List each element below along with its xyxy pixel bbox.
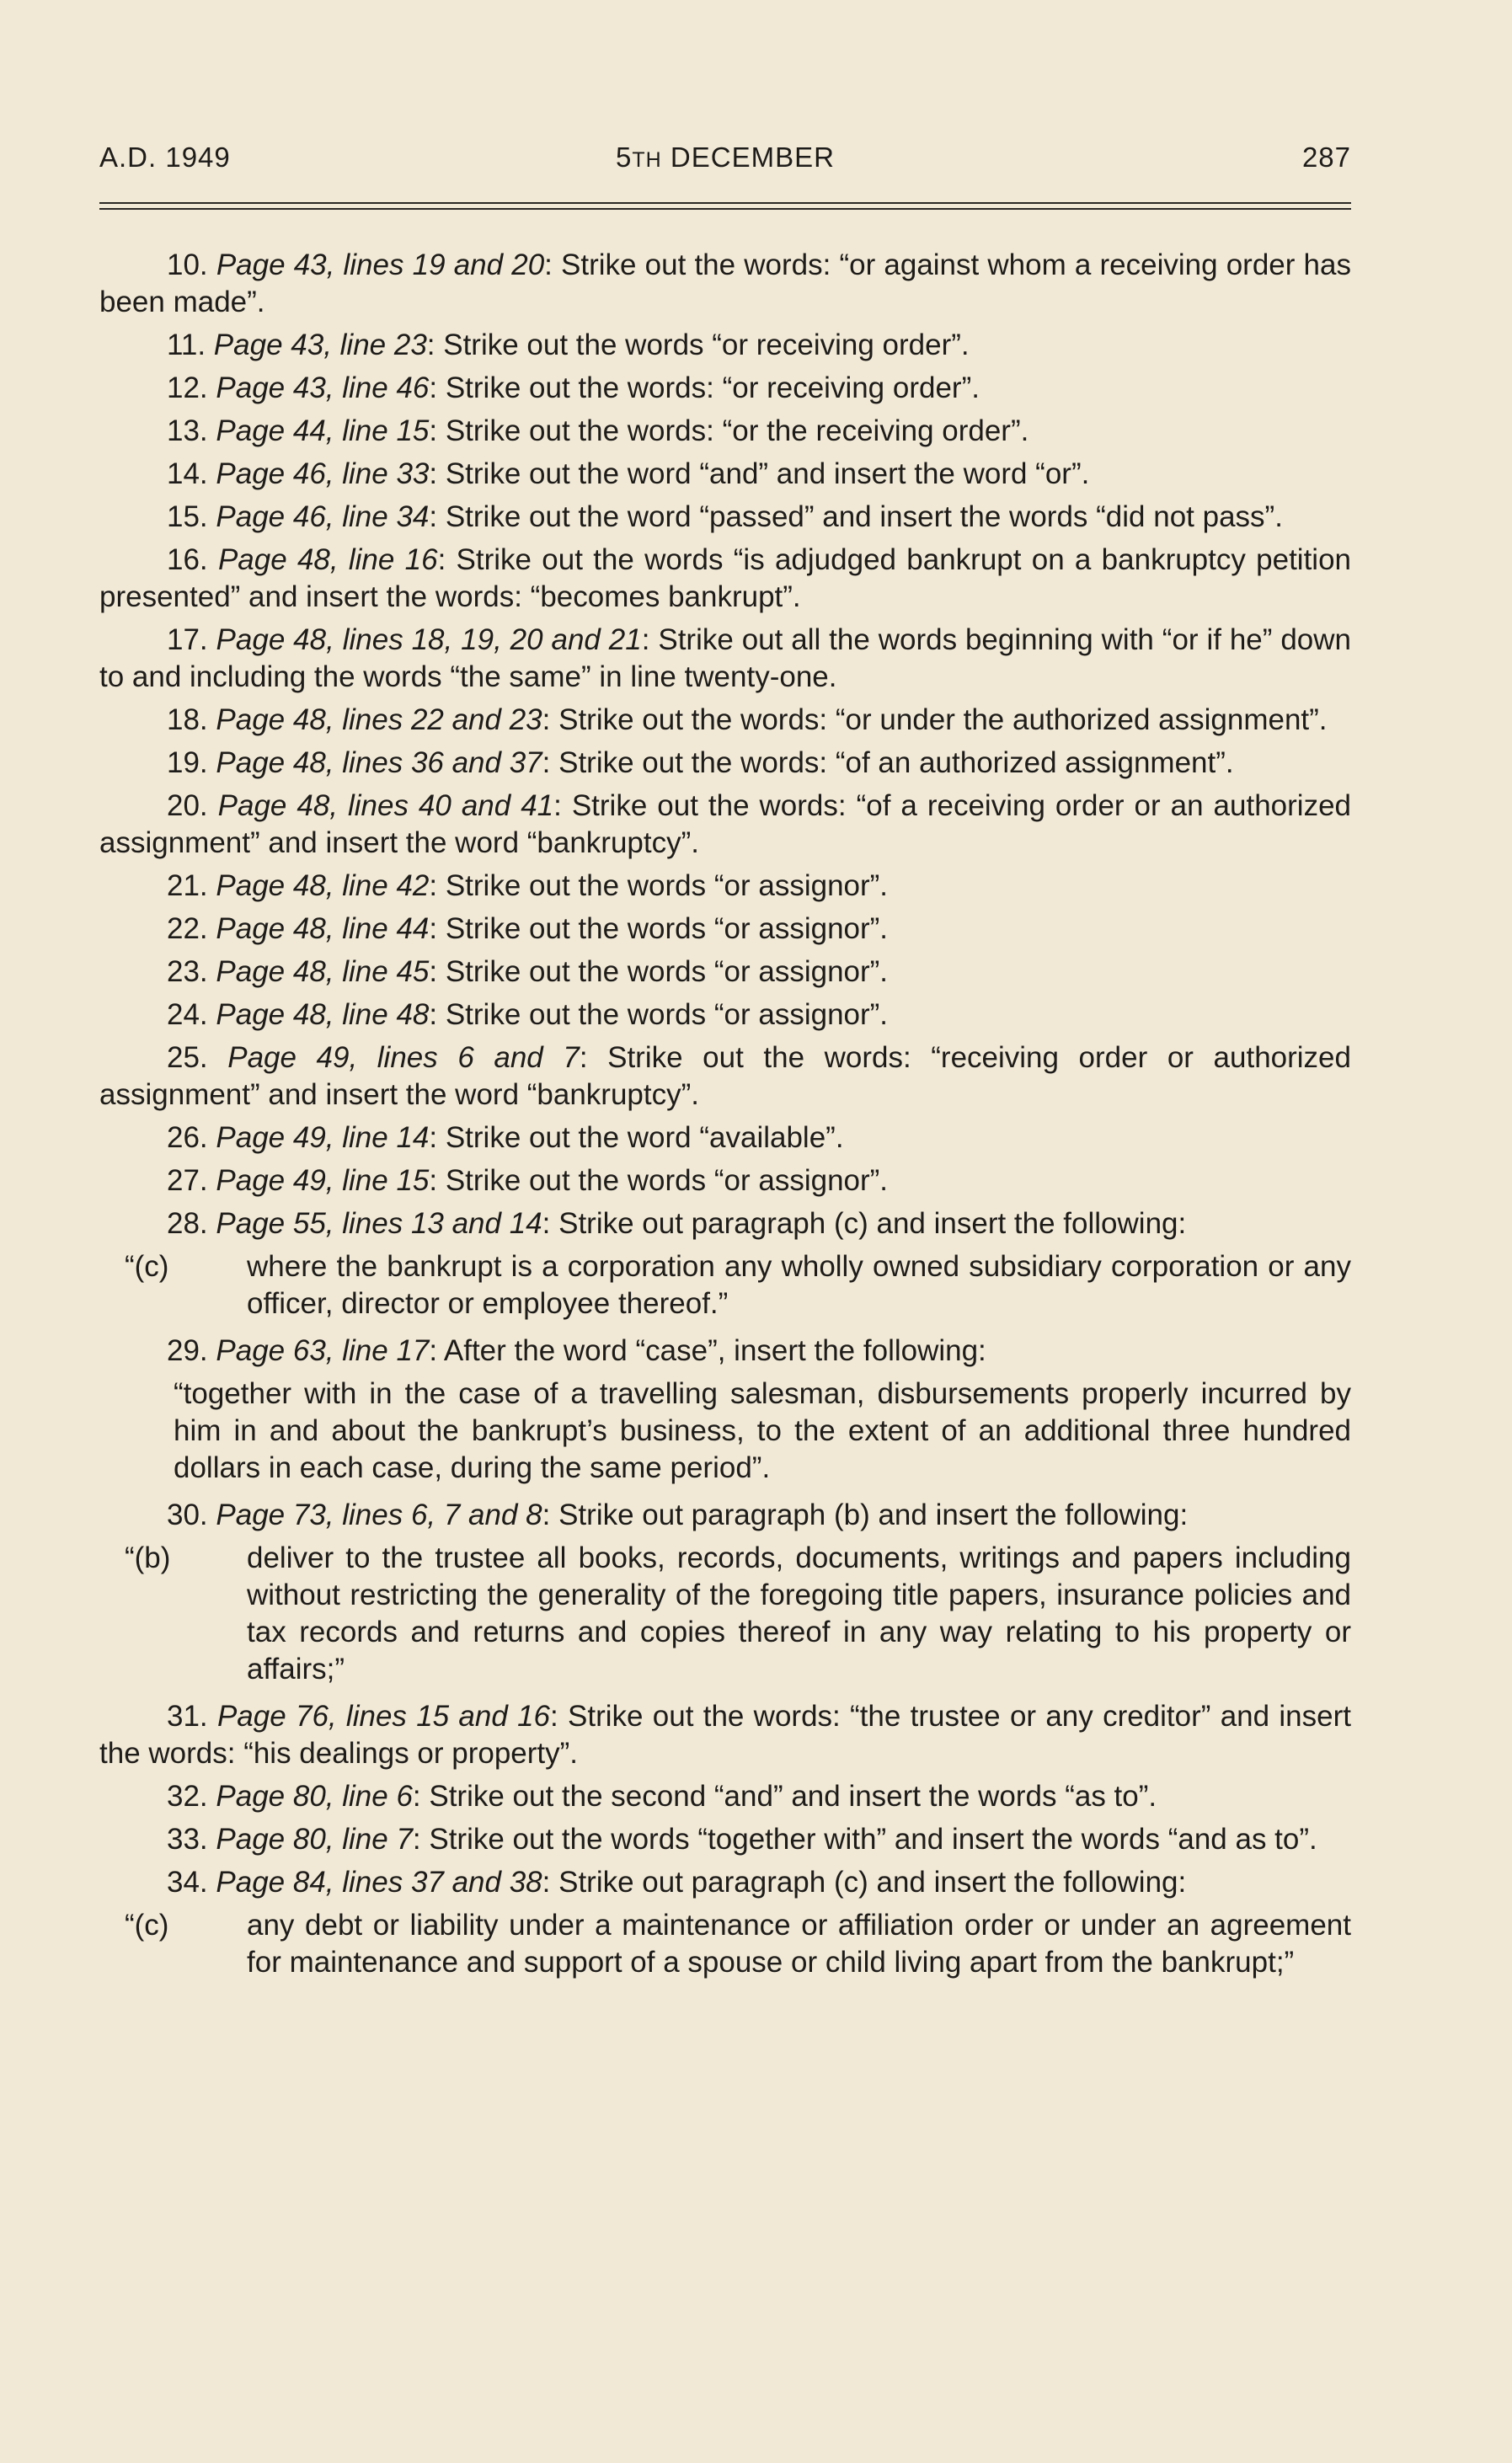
item-number: 16. bbox=[167, 543, 208, 576]
item-number: 11. bbox=[167, 329, 206, 361]
item-text: : Strike out the words “or assignor”. bbox=[429, 955, 889, 988]
paragraph-text: where the bankrupt is a corporation any wholly owned subsidiary corporation or any officer, director or employee thereof.” bbox=[247, 1250, 1351, 1320]
paragraph-text: deliver to the trustee all books, records, documents, writings and papers including without restricting the generality of the foregoing title papers, insurance policies and tax records and returns and copies thereof in any way relating to his property or affairs;” bbox=[247, 1541, 1351, 1686]
paragraph-tag: “(b) bbox=[125, 1541, 171, 1574]
amendment-item bbox=[99, 413, 1351, 450]
amendment-item bbox=[99, 327, 1351, 364]
item-number: 12. bbox=[167, 371, 208, 404]
item-number: 14. bbox=[167, 457, 208, 490]
amendment-item bbox=[99, 1864, 1351, 1901]
amendment-item bbox=[99, 1497, 1351, 1534]
item-number: 20. bbox=[167, 789, 208, 822]
item-text: : Strike out the words: “of an authorized assignment”. bbox=[542, 746, 1234, 779]
item-number: 21. bbox=[167, 869, 208, 902]
item-reference: Page 84, lines 37 and 38 bbox=[216, 1866, 542, 1899]
item-reference: Page 76, lines 15 and 16 bbox=[216, 1700, 551, 1733]
item-number: 27. bbox=[167, 1164, 208, 1197]
item-reference: Page 46, line 33 bbox=[216, 457, 430, 490]
amendment-item bbox=[99, 1205, 1351, 1242]
amendment-item bbox=[99, 788, 1351, 862]
item-reference: Page 44, line 15 bbox=[216, 414, 430, 447]
item-number: 19. bbox=[167, 746, 208, 779]
item-number: 24. bbox=[167, 998, 208, 1031]
item-number: 31. bbox=[167, 1700, 208, 1733]
item-text: : Strike out the words: “or receiving order”. bbox=[429, 371, 980, 404]
item-text: : Strike out the words: “receiving order or authorized assignment” and insert the word “bankruptcy”. bbox=[99, 1041, 1351, 1111]
item-text: : Strike out the words “or assignor”. bbox=[429, 1164, 889, 1197]
item-reference: Page 48, line 48 bbox=[216, 998, 430, 1031]
amendment-item bbox=[99, 1162, 1351, 1199]
item-reference: Page 43, lines 19 and 20 bbox=[216, 248, 545, 281]
item-number: 33. bbox=[167, 1823, 208, 1856]
item-text: : Strike out the words “or assignor”. bbox=[429, 869, 889, 902]
item-text: : Strike out all the words beginning with “or if he” down to and including the words “the same” in line twenty-one. bbox=[99, 623, 1351, 693]
item-reference: Page 43, line 46 bbox=[216, 371, 430, 404]
amendment-item bbox=[99, 1698, 1351, 1772]
item-reference: Page 48, line 44 bbox=[216, 912, 430, 945]
header-date bbox=[99, 142, 1351, 174]
item-text: : Strike out the words: “or the receiving order”. bbox=[429, 414, 1029, 447]
item-reference: Page 73, lines 6, 7 and 8 bbox=[216, 1499, 542, 1531]
item-text: : After the word “case”, insert the following: bbox=[429, 1334, 986, 1367]
amendment-item bbox=[99, 868, 1351, 905]
item-number: 18. bbox=[167, 703, 208, 736]
item-text: : Strike out the words “is adjudged bankrupt on a bankruptcy petition presented” and insert the words: “becomes bankrupt”. bbox=[99, 543, 1352, 613]
item-reference: Page 80, line 7 bbox=[216, 1823, 413, 1856]
item-reference: Page 43, line 23 bbox=[213, 329, 427, 361]
amendment-item bbox=[99, 745, 1351, 782]
item-text: : Strike out the words: “of a receiving order or an authorized assignment” and insert the word “bankruptcy”. bbox=[99, 789, 1351, 859]
amendment-item bbox=[99, 1119, 1351, 1157]
page-header bbox=[99, 142, 1351, 184]
header-rule-top bbox=[99, 202, 1351, 204]
item-text: : Strike out the words “or receiving order”. bbox=[426, 329, 970, 361]
amendment-item bbox=[99, 456, 1351, 493]
item-number: 15. bbox=[167, 500, 208, 533]
amendment-item bbox=[99, 499, 1351, 536]
item-reference: Page 48, line 42 bbox=[216, 869, 430, 902]
amendment-item bbox=[99, 954, 1351, 991]
item-number: 26. bbox=[167, 1121, 208, 1154]
item-reference: Page 48, lines 36 and 37 bbox=[216, 746, 542, 779]
header-year: A.D. 1949 bbox=[99, 142, 231, 173]
item-reference: Page 63, line 17 bbox=[216, 1334, 430, 1367]
page-number: 287 bbox=[1301, 142, 1351, 173]
item-text: : Strike out paragraph (c) and insert the following: bbox=[542, 1866, 1187, 1899]
inserted-text: “together with in the case of a travelling salesman, disbursements properly incurred by him in and about the bankrupt’s business, to the extent of an additional three hundred dollars in each case, during the same period”. bbox=[174, 1377, 1351, 1484]
item-number: 22. bbox=[167, 912, 208, 945]
item-text: : Strike out paragraph (c) and insert the following: bbox=[542, 1207, 1187, 1240]
item-reference: Page 48, lines 22 and 23 bbox=[216, 703, 542, 736]
item-reference: Page 48, line 45 bbox=[216, 955, 430, 988]
item-text: : Strike out the words: “the trustee or any creditor” and insert the words: “his dealings or property”. bbox=[99, 1700, 1351, 1770]
header-date-month: DECEMBER bbox=[661, 142, 835, 173]
item-number: 23. bbox=[167, 955, 208, 988]
header-date-suffix: TH bbox=[632, 148, 662, 172]
item-number: 17. bbox=[167, 623, 208, 656]
item-number: 10. bbox=[167, 248, 208, 281]
item-reference: Page 55, lines 13 and 14 bbox=[216, 1207, 542, 1240]
paragraph-tag: “(c) bbox=[125, 1250, 169, 1283]
item-number: 28. bbox=[167, 1207, 208, 1240]
item-text: : Strike out the word “passed” and insert the words “did not pass”. bbox=[429, 500, 1283, 533]
amendment-item bbox=[99, 996, 1351, 1034]
item-number: 34. bbox=[167, 1866, 208, 1899]
paragraph-tag: “(c) bbox=[125, 1909, 169, 1942]
amendment-item bbox=[99, 911, 1351, 948]
item-text: : Strike out the second “and” and insert the words “as to”. bbox=[412, 1780, 1157, 1813]
amendment-item bbox=[99, 622, 1351, 696]
item-text: : Strike out the word “available”. bbox=[429, 1121, 844, 1154]
inserted-paragraph bbox=[125, 1540, 1351, 1688]
amendment-item bbox=[99, 370, 1351, 407]
amendment-item bbox=[99, 1333, 1351, 1370]
amendment-item bbox=[99, 702, 1351, 739]
item-reference: Page 80, line 6 bbox=[216, 1780, 413, 1813]
inserted-paragraph bbox=[125, 1907, 1351, 1981]
item-reference: Page 49, line 14 bbox=[216, 1121, 430, 1154]
item-reference: Page 48, line 16 bbox=[217, 543, 438, 576]
item-number: 32. bbox=[167, 1780, 208, 1813]
paragraph-text: any debt or liability under a maintenance or affiliation order or under an agreement for maintenance and support of a spouse or child living apart from the bankrupt;” bbox=[247, 1909, 1351, 1979]
item-number: 25. bbox=[167, 1041, 208, 1074]
item-reference: Page 46, line 34 bbox=[216, 500, 430, 533]
item-text: : Strike out the word “and” and insert the word “or”. bbox=[429, 457, 1090, 490]
amendment-item bbox=[99, 1039, 1351, 1114]
item-number: 30. bbox=[167, 1499, 208, 1531]
amendment-item bbox=[99, 1778, 1351, 1815]
item-text: : Strike out the words: “or against whom a receiving order has been made”. bbox=[99, 248, 1351, 318]
header-date-day: 5 bbox=[616, 142, 633, 173]
amendment-item bbox=[99, 542, 1351, 616]
item-text: : Strike out the words “together with” and insert the words “and as to”. bbox=[412, 1823, 1317, 1856]
amendment-item bbox=[99, 1821, 1351, 1858]
item-text: : Strike out paragraph (b) and insert the following: bbox=[542, 1499, 1189, 1531]
item-text: : Strike out the words “or assignor”. bbox=[429, 998, 889, 1031]
header-rule-bottom bbox=[99, 208, 1351, 210]
item-reference: Page 49, lines 6 and 7 bbox=[227, 1041, 580, 1074]
item-number: 29. bbox=[167, 1334, 208, 1367]
item-text: : Strike out the words: “or under the authorized assignment”. bbox=[542, 703, 1328, 736]
item-number: 13. bbox=[167, 414, 208, 447]
amendments-list bbox=[99, 247, 1351, 1991]
item-reference: Page 48, lines 18, 19, 20 and 21 bbox=[216, 623, 642, 656]
item-reference: Page 48, lines 40 and 41 bbox=[217, 789, 554, 822]
item-text: : Strike out the words “or assignor”. bbox=[429, 912, 889, 945]
item-reference: Page 49, line 15 bbox=[216, 1164, 430, 1197]
amendment-item bbox=[99, 247, 1351, 321]
inserted-paragraph bbox=[125, 1248, 1351, 1322]
